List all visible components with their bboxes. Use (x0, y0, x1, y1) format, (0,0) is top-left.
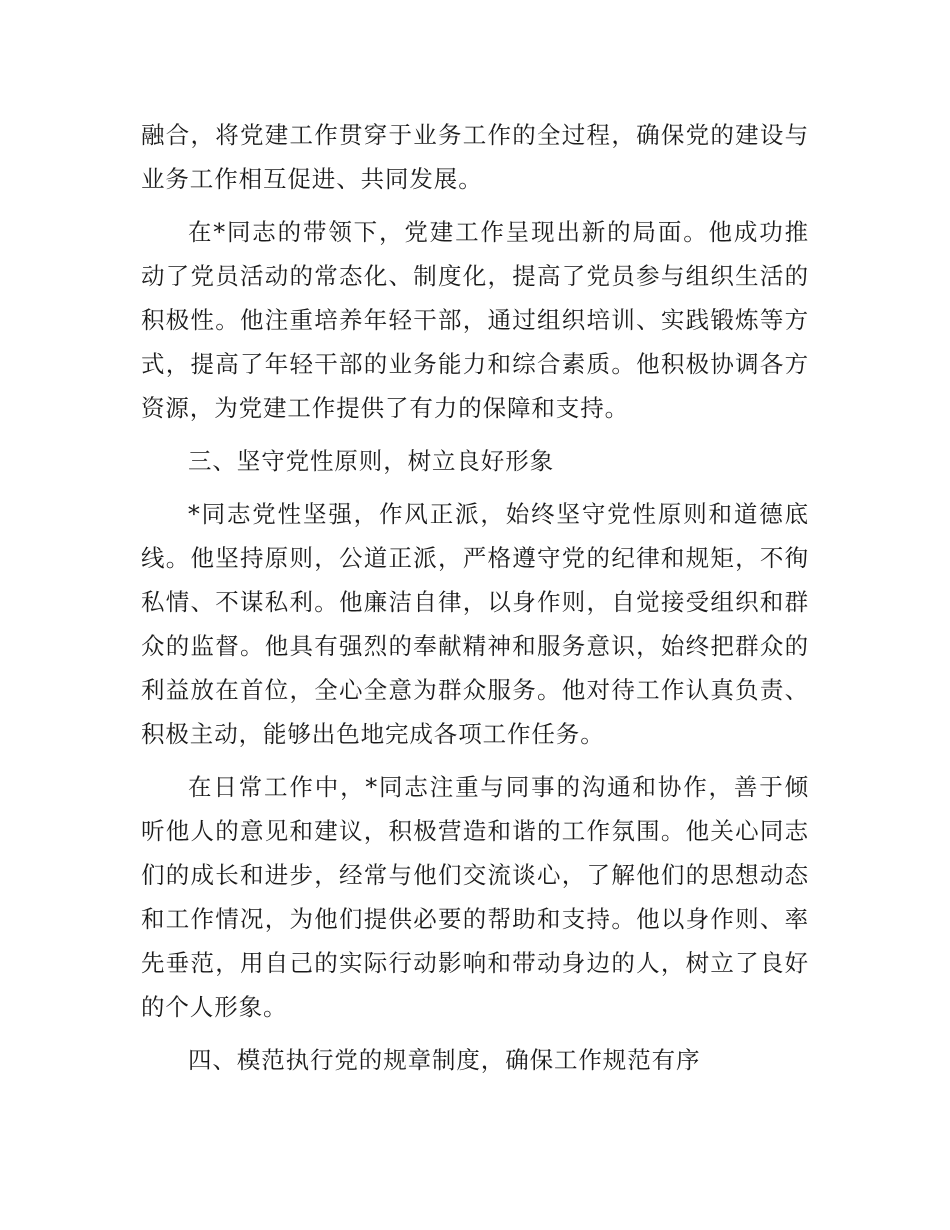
section-heading-4: 四、模范执行党的规章制度，确保工作规范有序 (188, 1046, 701, 1074)
document-page (141, 113, 809, 1091)
paragraph-leadership: 在*同志的带领下，党建工作呈现出新的局面。他成功推动了党员活动的常态化、制度化，提高了党员参与组织生活的积极性。他注重培养年轻干部，通过组织培训、实践锻炼等方式，提高了年轻干部的业务能力和综合素质。他积极协调各方资源，为党建工作提供了有力的保障和支持。 (141, 218, 809, 422)
section-heading-3: 三、坚守党性原则，树立良好形象 (188, 447, 554, 475)
paragraph-continued: 融合，将党建工作贯穿于业务工作的全过程，确保党的建设与业务工作相互促进、共同发展。 (141, 121, 809, 193)
paragraph-party-spirit: *同志党性坚强，作风正派，始终坚守党性原则和道德底线。他坚持原则，公道正派，严格遵守党的纪律和规矩，不徇私情、不谋私利。他廉洁自律，以身作则，自觉接受组织和群众的监督。他具有强烈的奉献精神和服务意识，始终把群众的利益放在首位，全心全意为群众服务。他对待工作认真负责、积极主动，能够出色地完成各项工作任务。 (141, 500, 809, 748)
paragraph-daily-work: 在日常工作中，*同志注重与同事的沟通和协作，善于倾听他人的意见和建议，积极营造和谐的工作氛围。他关心同志们的成长和进步，经常与他们交流谈心，了解他们的思想动态和工作情况，为他们提供必要的帮助和支持。他以身作则、率先垂范，用自己的实际行动影响和带动身边的人，树立了良好的个人形象。 (141, 773, 809, 1021)
